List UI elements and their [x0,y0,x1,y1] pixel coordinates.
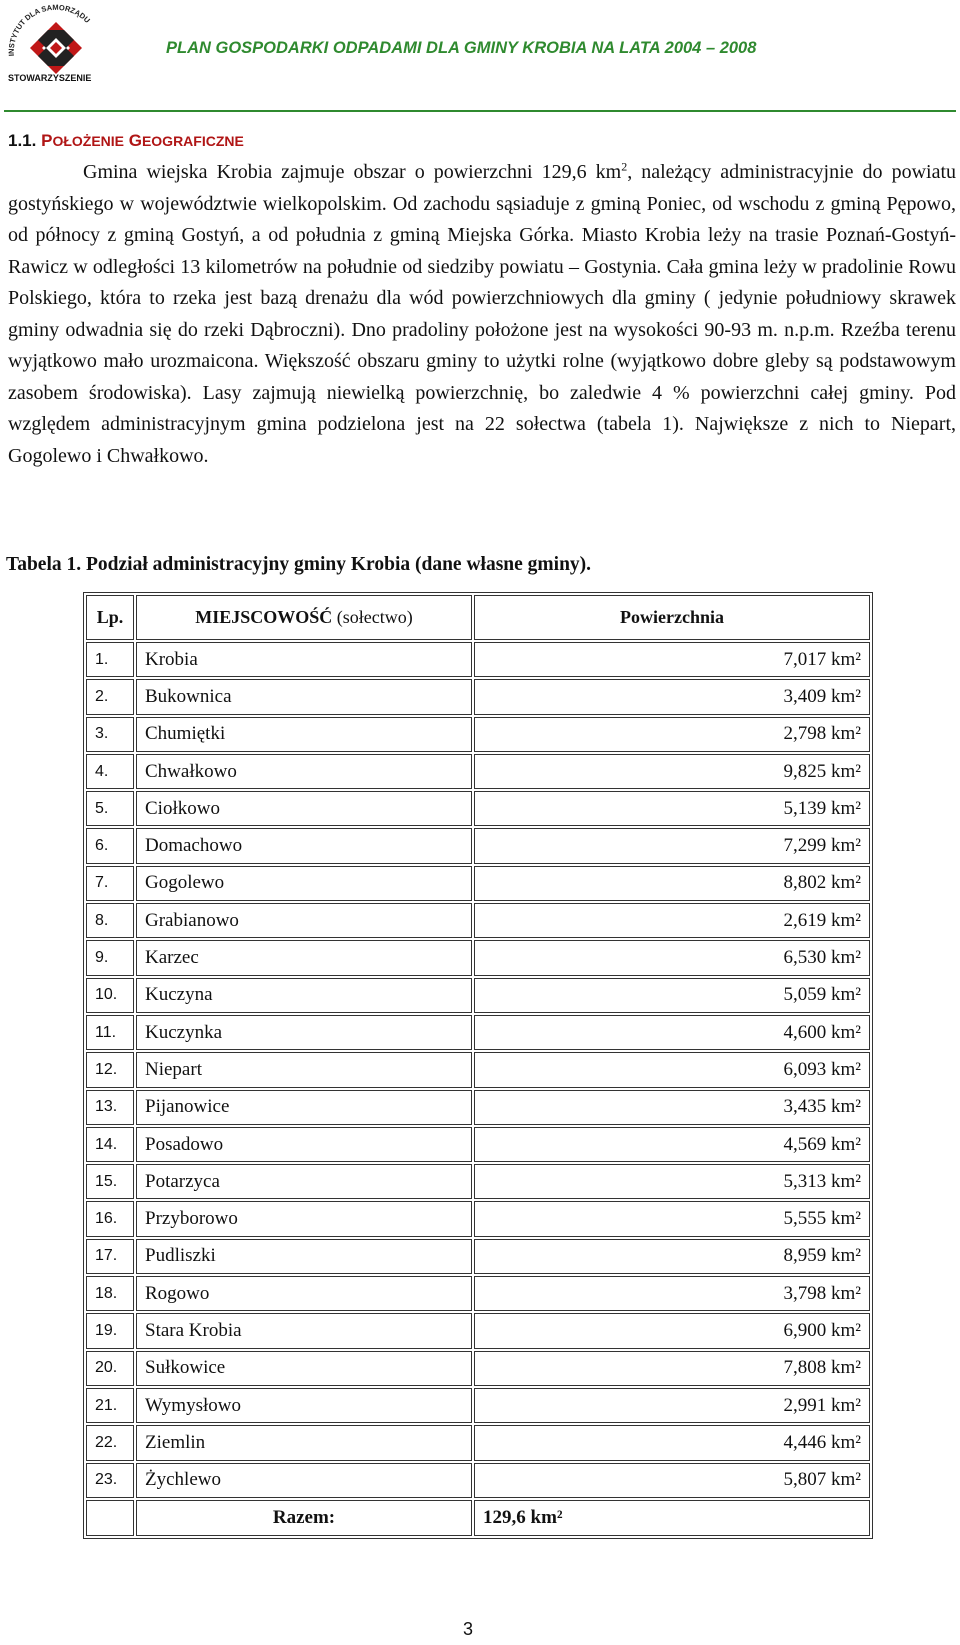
row-area: 4,569 km² [474,1127,870,1162]
table-row [86,978,870,1013]
row-area: 7,017 km² [474,642,870,677]
section-number: 1.1. [8,131,37,150]
row-lp: 15. [86,1164,134,1199]
header-divider [4,110,956,112]
row-lp: 8. [86,903,134,938]
table-total-row [86,1500,870,1536]
row-lp: 6. [86,828,134,863]
row-area: 3,435 km² [474,1090,870,1125]
row-lp: 19. [86,1313,134,1348]
row-area: 2,991 km² [474,1388,870,1423]
total-empty-cell [86,1500,134,1536]
header-area: Powierzchnia [474,595,870,640]
row-area: 5,555 km² [474,1201,870,1236]
table-body [86,642,870,1536]
row-lp: 2. [86,679,134,714]
row-name: Krobia [136,642,472,677]
row-name: Chwałkowo [136,754,472,789]
row-name: Grabianowo [136,903,472,938]
row-name: Posadowo [136,1127,472,1162]
row-name: Potarzyca [136,1164,472,1199]
row-lp: 20. [86,1351,134,1386]
total-value: 129,6 km² [474,1500,870,1536]
row-name: Ciołkowo [136,791,472,826]
row-lp: 5. [86,791,134,826]
row-area: 6,093 km² [474,1052,870,1087]
logo-arc-text: INSTYTUT DLA SAMORZĄDU [6,4,92,57]
row-area: 4,600 km² [474,1015,870,1050]
table-row [86,1127,870,1162]
row-area: 3,409 km² [474,679,870,714]
row-area: 8,802 km² [474,866,870,901]
row-area: 3,798 km² [474,1276,870,1311]
row-name: Sułkowice [136,1351,472,1386]
row-name: Kuczyna [136,978,472,1013]
row-lp: 13. [86,1090,134,1125]
table-row [86,866,870,901]
table-row [86,1164,870,1199]
section-title-g: G [124,131,142,150]
table-row [86,642,870,677]
row-area: 4,446 km² [474,1425,870,1460]
row-area: 2,619 km² [474,903,870,938]
table-row [86,1090,870,1125]
table-row [86,1313,870,1348]
paragraph-part-2: , należący administracyjnie do powiatu gostyńskiego w województwie wielkopolskim. Od zachodu sąsiaduje z gminą Poniec, od wschodu z gminą Pępowo, od północy z gminą Gostyń, a od południa z gminą Miejska Górka. Miasto Krobia leży na trasie Poznań-Gostyń-Rawicz w odległości 13 kilometrów na południe od siedziby powiatu – Gostynia. Cała gmina leży w pradolinie Rowu Polskiego, która to rzeka jest bazą drenażu dla wód powierzchniowych dla gminy ( jedynie południowy skrawek gminy odwadnia się do rzeki Dąbroczni). Dno pradoliny położone jest na wysokości 90-93 m. n.p.m. Rzeźba terenu wyjątkowo mało urozmaicona. Większość obszaru gminy to użytki rolne (wyjątkowo dobre gleby są podstawowym zasobem środowiska). Lasy zajmują niewielką powierzchnię, bo zaledwie 4 % powierzchni całej gminy. Pod względem administracyjnym gmina podzielona jest na 22 sołectwa (tabela 1). Największe z nich to Niepart, Gogolewo i Chwałkowo. [8,161,957,467]
row-lp: 22. [86,1425,134,1460]
row-lp: 9. [86,940,134,975]
table-row [86,754,870,789]
row-name: Przyborowo [136,1201,472,1236]
row-area: 5,059 km² [474,978,870,1013]
row-area: 5,139 km² [474,791,870,826]
row-name: Gogolewo [136,866,472,901]
table-row [86,903,870,938]
row-lp: 17. [86,1239,134,1274]
document-title: PLAN GOSPODARKI ODPADAMI DLA GMINY KROBIA NA LATA 2004 – 2008 [166,39,757,57]
table-row [86,1388,870,1423]
row-area: 5,313 km² [474,1164,870,1199]
table-row [86,1425,870,1460]
row-name: Pudliszki [136,1239,472,1274]
row-lp: 23. [86,1463,134,1498]
page-number: 3 [463,1619,474,1639]
row-area: 7,808 km² [474,1351,870,1386]
logo-caption: STOWARZYSZENIE [8,73,92,83]
row-lp: 16. [86,1201,134,1236]
row-name: Rogowo [136,1276,472,1311]
row-name: Niepart [136,1052,472,1087]
table-row [86,1015,870,1050]
row-name: Bukownica [136,679,472,714]
paragraph-superscript: 2 [621,159,628,174]
row-lp: 21. [86,1388,134,1423]
table-row [86,1463,870,1498]
table-row [86,1201,870,1236]
row-name: Stara Krobia [136,1313,472,1348]
table-row [86,791,870,826]
header-locality-sub: (sołectwo) [336,607,413,627]
row-lp: 4. [86,754,134,789]
header-locality-main: MIEJSCOWOŚĆ [195,607,333,627]
section-title-part-1: OŁOŻENIE [52,133,124,149]
row-name: Domachowo [136,828,472,863]
row-name: Wymysłowo [136,1388,472,1423]
table-row [86,1351,870,1386]
table-caption: Tabela 1. Podział administracyjny gminy Krobia (dane własne gminy). [6,554,592,575]
row-lp: 7. [86,866,134,901]
row-lp: 18. [86,1276,134,1311]
row-name: Karzec [136,940,472,975]
body-paragraph [8,157,956,472]
section-title-part-2: EOGRAFICZNE [141,133,244,149]
row-lp: 1. [86,642,134,677]
row-lp: 3. [86,717,134,752]
row-name: Kuczynka [136,1015,472,1050]
row-area: 6,900 km² [474,1313,870,1348]
table-header-row [86,595,870,640]
table-row [86,1276,870,1311]
section-heading [8,131,244,151]
table-row [86,1239,870,1274]
table-row [86,940,870,975]
table-row [86,679,870,714]
row-lp: 12. [86,1052,134,1087]
row-name: Ziemlin [136,1425,472,1460]
row-area: 2,798 km² [474,717,870,752]
row-name: Żychlewo [136,1463,472,1498]
row-lp: 11. [86,1015,134,1050]
villages-table [83,592,873,1539]
table-row [86,828,870,863]
table-row [86,717,870,752]
row-lp: 10. [86,978,134,1013]
header-locality [136,595,472,640]
row-area: 8,959 km² [474,1239,870,1274]
header-lp: Lp. [86,595,134,640]
page-header [0,0,960,110]
row-area: 9,825 km² [474,754,870,789]
row-area: 5,807 km² [474,1463,870,1498]
paragraph-part-1: Gmina wiejska Krobia zajmuje obszar o powierzchni 129,6 km [83,161,622,183]
section-title-p: P [41,131,53,150]
table-row [86,1052,870,1087]
row-name: Pijanowice [136,1090,472,1125]
row-lp: 14. [86,1127,134,1162]
row-area: 6,530 km² [474,940,870,975]
row-name: Chumiętki [136,717,472,752]
row-area: 7,299 km² [474,828,870,863]
total-label: Razem: [136,1500,472,1536]
